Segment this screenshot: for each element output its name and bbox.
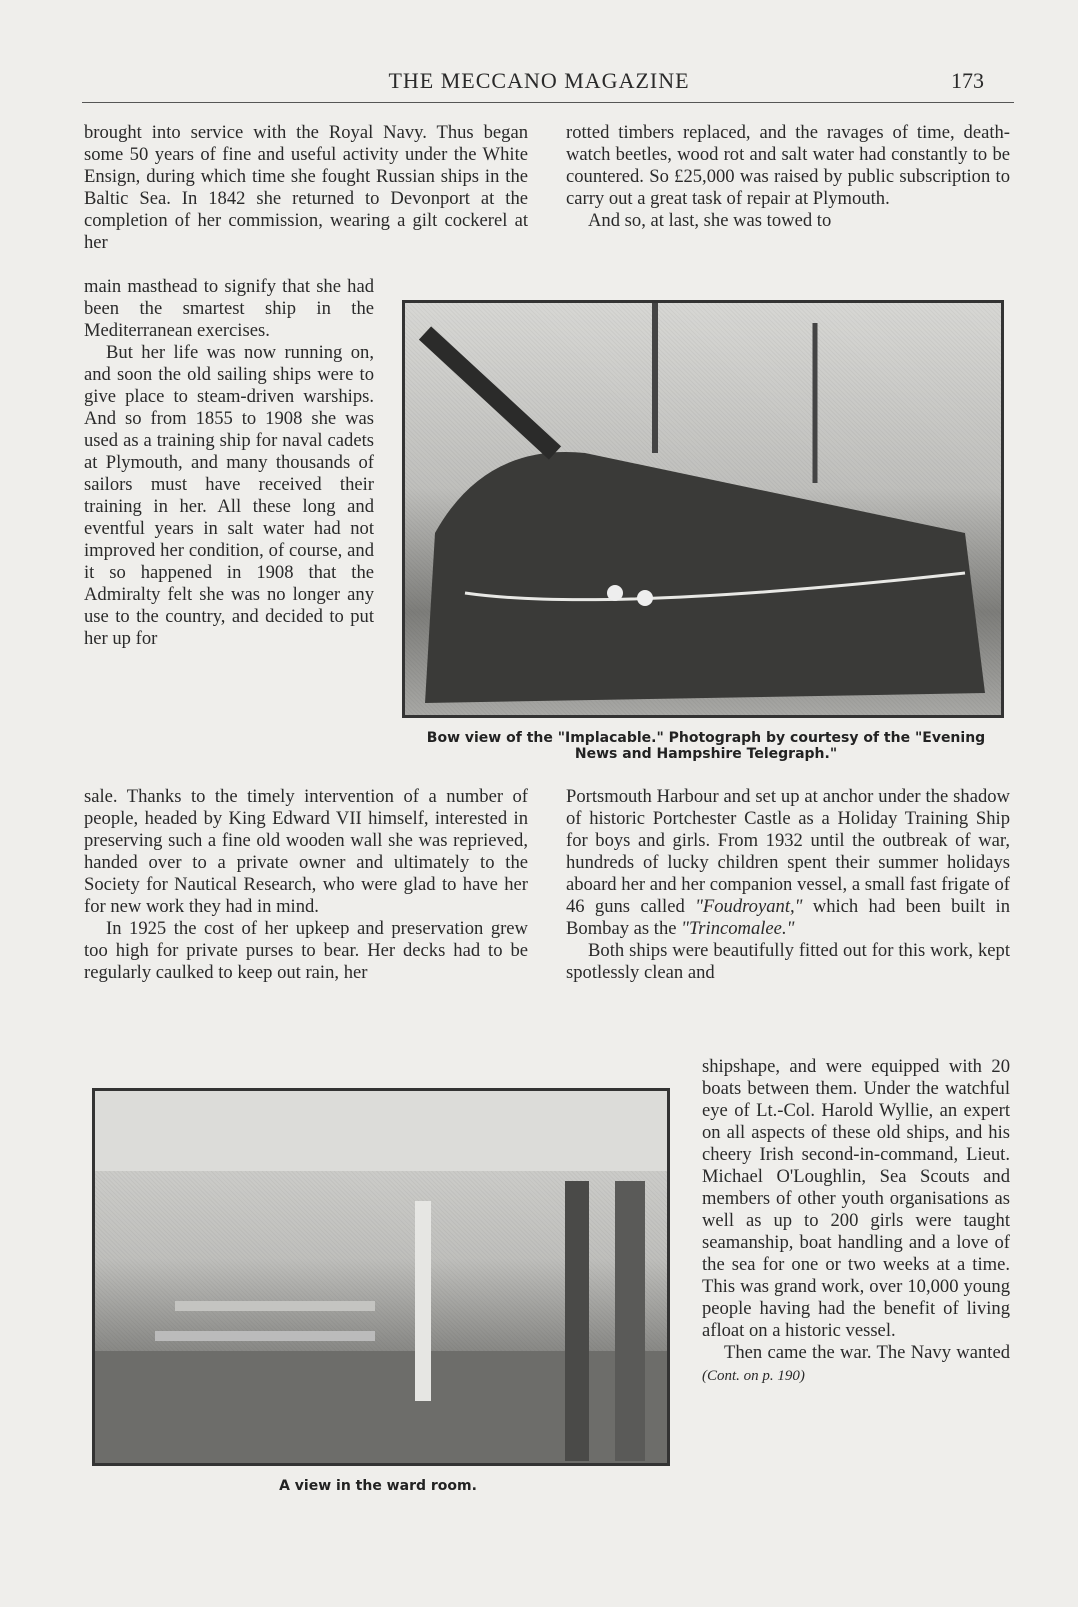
paragraph [702,1342,1010,1387]
ship-name: "Trincomalee." [681,918,795,939]
left-column-narrow [84,276,374,650]
paragraph: main masthead to signify that she had been the smartest ship in the Mediterranean exercises. [84,276,374,341]
right-column-top [566,122,1010,232]
paragraph: shipshape, and were equipped with 20 boats between them. Under the watchful eye of Lt.-Col. Harold Wyllie, an expert on all aspects of these old ships, and his cheery Irish second-in-command, Lieut. Michael O'Loughlin, Sea Scouts and members of other youth organisations as well as up to 200 girls were taught seamanship, boat handling and a love of the sea for one or two weeks at a time. This was grand work, over 10,000 young people having had the benefit of living afloat on a historic vessel. [702,1056,1010,1341]
paragraph: rotted timbers replaced, and the ravages of time, death-watch beetles, wood rot and salt water had constantly to be countered. So £25,000 was raised by public subscription to carry out a great task of repair at Plymouth. [566,122,1010,209]
paragraph [566,786,1010,940]
right-column-narrow [702,1056,1010,1387]
text: Portsmouth Harbour and set up at anchor under the shadow of historic Portchester Castle as a Holiday Training Ship for boys and girls. From 1932 until the outbreak of war, hundreds of lucky children spent their summer holidays aboard her and her companion vessel, a small fast frigate of 46 guns called [566,786,1010,917]
ship-name: "Foudroyant," [695,896,803,917]
left-column-bottom [84,786,528,984]
text: Then came the war. The Navy wanted [724,1342,1010,1363]
ward-room-illustration [95,1091,667,1463]
paragraph: But her life was now running on, and soon the old sailing ships were to give place to steam-driven warships. And so from 1855 to 1908 she was used as a training ship for naval cadets at Plymouth, and many thousands of sailors must have received their training in her. All these long and eventful years in salt water had not improved her condition, of course, and it so happened in 1908 that the Admiralty felt she was no longer any use to the country, and decided to put her up for [84,342,374,649]
ward-room-photo [92,1088,670,1466]
continuation-note: (Cont. on p. 190) [702,1368,805,1384]
paragraph: And so, at last, she was towed to [588,210,832,231]
text: which had been built in Bombay as the [566,896,1010,939]
paragraph: brought into service with the Royal Navy. Thus began some 50 years of fine and useful activity under the White Ensign, during which time she fought Russian ships in the Baltic Sea. In 1842 she returned to Devonport at the completion of her commission, wearing a gilt cockerel at her [84,122,528,253]
paragraph: Both ships were beautifully fitted out for this work, kept spotlessly clean and [566,940,1010,983]
page-header-title: THE MECCANO MAGAZINE [388,68,690,93]
paragraph: In 1925 the cost of her upkeep and preservation grew too high for private purses to bear. Her decks had to be regularly caulked to keep out rain, her [84,918,528,983]
paragraph: sale. Thanks to the timely intervention of a number of people, headed by King Edward VII himself, interested in preserving such a fine old wooden wall she was reprieved, handed over to a private owner and ultimately to the Society for Nautical Research, who were glad to have her for new work they had in mind. [84,786,528,917]
ship-bow-photo [402,300,1004,718]
right-column-middle [566,786,1010,984]
ship-photo-caption: Bow view of the "Implacable." Photograph by courtesy of the "Evening News and Hampshire Telegraph." [426,730,986,762]
ward-room-caption: A view in the ward room. [279,1478,477,1494]
left-column-top [84,122,528,254]
page-number: 173 [951,68,984,93]
ship-illustration [405,303,1001,715]
header-rule [82,102,1014,103]
